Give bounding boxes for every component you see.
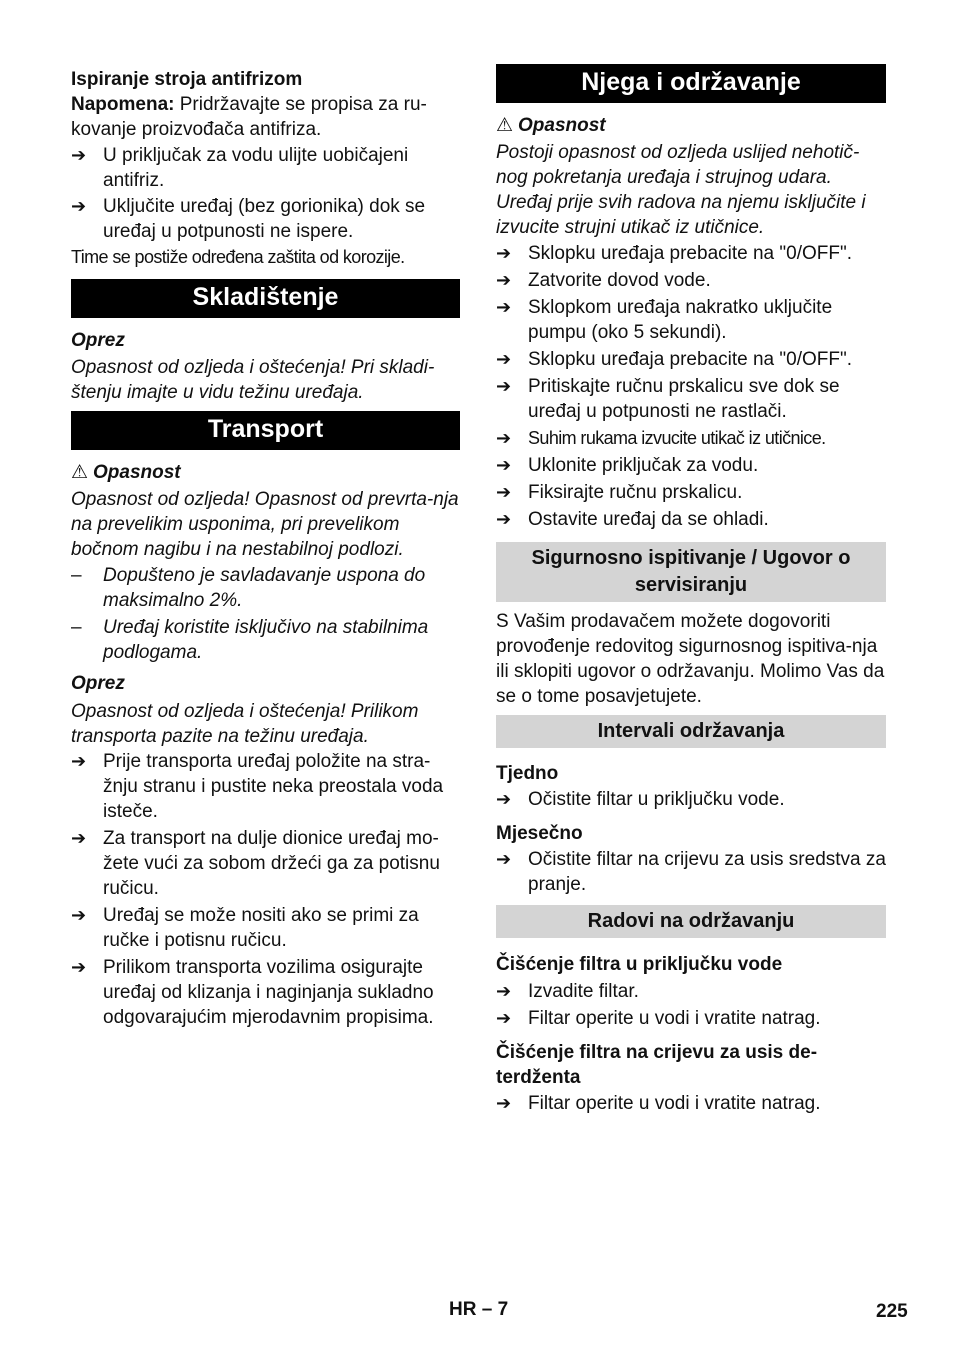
right-arrow-icon: ➔ (496, 270, 512, 290)
monthly-heading: Mjesečno (496, 823, 583, 844)
transport-danger-line (71, 460, 460, 485)
right-arrow-icon: ➔ (496, 297, 512, 317)
right-arrow-icon: ➔ (496, 243, 512, 263)
list-item (71, 749, 460, 824)
list-item-text: Uključite uređaj (bez gorionika) dok se uređaj u potpunosti ne ispere. (103, 196, 426, 242)
list-item (71, 615, 460, 665)
page-number: 225 (876, 1301, 908, 1322)
list-item-text: Filtar operite u vodi i vratite natrag. (528, 1093, 821, 1114)
list-item (71, 903, 460, 953)
weekly-heading: Tjedno (496, 763, 559, 784)
dash-bullet: – (71, 617, 82, 638)
transport-caution-text: Opasnost od ozljeda i oštećenja! Prilikom transporta pazite na težinu uređaja. (71, 701, 419, 747)
list-item-text: Uklonite priključak za vodu. (528, 455, 759, 476)
section-title-transport: Transport (71, 411, 460, 450)
list-item (496, 241, 886, 266)
note-paragraph (71, 92, 460, 142)
right-arrow-icon: ➔ (71, 828, 87, 848)
list-item-text: Uređaj se može nositi ako se primi za ručke i potisnu ručicu. (103, 905, 419, 951)
right-arrow-icon: ➔ (496, 981, 512, 1001)
list-item-text: Ostavite uređaj da se ohladi. (528, 509, 769, 530)
list-item (496, 1091, 886, 1116)
list-item (496, 347, 886, 372)
right-arrow-icon: ➔ (71, 957, 87, 977)
list-item (71, 194, 460, 244)
care-danger-text: Postoji opasnost od ozljeda uslijed nehotič-nog pokretanja uređaja i strujnog udara. Uređaj prije svih radova na njemu isključite i izvucite strujni utikač iz utičnice. (496, 142, 866, 238)
list-item-text: Fiksirajte ručnu prskalicu. (528, 482, 743, 503)
warning-triangle-icon: ⚠ (71, 462, 89, 483)
list-item-text: Sklopku uređaja prebacite na "0/OFF". (528, 243, 852, 264)
list-item (496, 295, 886, 345)
list-item-text: Zatvorite dovod vode. (528, 270, 711, 291)
list-item-text: Sklopkom uređaja nakratko uključite pumpu (oko 5 sekundi). (528, 297, 833, 343)
list-item (71, 563, 460, 613)
right-arrow-icon: ➔ (496, 789, 512, 809)
clean-filter-heading: Čišćenje filtra u priključku vode (496, 954, 783, 975)
list-item (71, 143, 460, 193)
right-arrow-icon: ➔ (71, 905, 87, 925)
list-item (496, 453, 886, 478)
antifreeze-result: Time se postiže određena zaštita od korozije. (71, 247, 405, 267)
list-item-text: Sklopku uređaja prebacite na "0/OFF". (528, 349, 852, 370)
right-arrow-icon: ➔ (496, 509, 512, 529)
list-item-text: Izvadite filtar. (528, 981, 639, 1002)
list-item (496, 426, 886, 451)
dash-bullet: – (71, 565, 82, 586)
list-item-text: Filtar operite u vodi i vratite natrag. (528, 1008, 821, 1029)
list-item (496, 1006, 886, 1031)
list-item-text: Prilikom transporta vozilima osigurajte uređaj od klizanja i naginjanja sukladno odgovarajućim mjerodavnim propisima. (103, 957, 434, 1028)
section-title-safety: Sigurnosno ispitivanje / Ugovor o servisiranju (496, 542, 886, 602)
care-danger-line (496, 113, 886, 138)
transport-danger-text: Opasnost od ozljeda! Opasnost od prevrta-nja na prevelikim usponima, pri prevelikom bočnom nagibu i na nestabilnoj podlozi. (71, 489, 459, 560)
note-label: Napomena: (71, 94, 175, 115)
storage-caution-text: Opasnost od ozljeda i oštećenja! Pri skladi-štenju imajte u vidu težinu uređaja. (71, 357, 435, 403)
list-item-text: Pritiskajte ručnu prskalicu sve dok se uređaj u potpunosti ne rastlači. (528, 376, 840, 422)
section-title-intervals: Intervali održavanja (496, 715, 886, 748)
footer-section-label: HR – 7 (449, 1299, 509, 1320)
list-item-text: Prije transporta uređaj položite na stra-žnju stranu i pustite neka preostala voda isteče. (103, 751, 444, 822)
list-item-text: U priključak za vodu ulijte uobičajeni antifriz. (103, 145, 409, 191)
list-item (496, 268, 886, 293)
left-column (71, 64, 460, 1030)
list-item (496, 847, 886, 897)
list-item (496, 374, 886, 424)
right-arrow-icon: ➔ (496, 428, 511, 448)
warning-triangle-icon: ⚠ (496, 115, 514, 136)
right-arrow-icon: ➔ (496, 849, 512, 869)
right-arrow-icon: ➔ (496, 349, 512, 369)
list-item-text: Dopušteno je savladavanje uspona do maksimalno 2%. (103, 565, 426, 611)
list-item (496, 480, 886, 505)
section-title-care: Njega i održavanje (496, 64, 886, 103)
right-arrow-icon: ➔ (71, 196, 87, 216)
right-column (496, 64, 886, 1116)
section-title-storage: Skladištenje (71, 279, 460, 318)
care-danger-label: Opasnost (518, 115, 606, 136)
transport-danger-label: Opasnost (93, 462, 181, 483)
list-item (71, 826, 460, 901)
list-item-text: Očistite filtar u priključku vode. (528, 789, 785, 810)
antifreeze-heading: Ispiranje stroja antifrizom (71, 69, 303, 90)
list-item (496, 979, 886, 1004)
transport-caution-label: Oprez (71, 673, 125, 694)
right-arrow-icon: ➔ (496, 482, 512, 502)
list-item-text: Za transport na dulje dionice uređaj mo-žete vući za sobom držeći ga za potisnu ručicu. (103, 828, 440, 899)
right-arrow-icon: ➔ (71, 145, 87, 165)
list-item (496, 507, 886, 532)
note-text: Pridržavajte se propisa za ru-kovanje proizvođača antifriza. (71, 94, 427, 140)
right-arrow-icon: ➔ (496, 455, 512, 475)
list-item-text: Suhim rukama izvucite utikač iz utičnice. (528, 428, 826, 448)
right-arrow-icon: ➔ (71, 751, 87, 771)
storage-caution-label: Oprez (71, 330, 125, 351)
right-arrow-icon: ➔ (496, 1093, 512, 1113)
section-title-works: Radovi na održavanju (496, 905, 886, 938)
list-item (71, 955, 460, 1030)
right-arrow-icon: ➔ (496, 376, 512, 396)
list-item-text: Uređaj koristite isključivo na stabilnima podlogama. (103, 617, 429, 663)
safety-text: S Vašim prodavačem možete dogovoriti provođenje redovitog sigurnosnog ispitiva-nja ili sklopiti ugovor o održavanju. Molimo Vas da se o tome posavjetujete. (496, 611, 885, 707)
list-item (496, 787, 886, 812)
clean-hose-heading: Čišćenje filtra na crijevu za usis de-terdženta (496, 1042, 818, 1088)
right-arrow-icon: ➔ (496, 1008, 512, 1028)
list-item-text: Očistite filtar na crijevu za usis sredstva za pranje. (528, 849, 886, 895)
